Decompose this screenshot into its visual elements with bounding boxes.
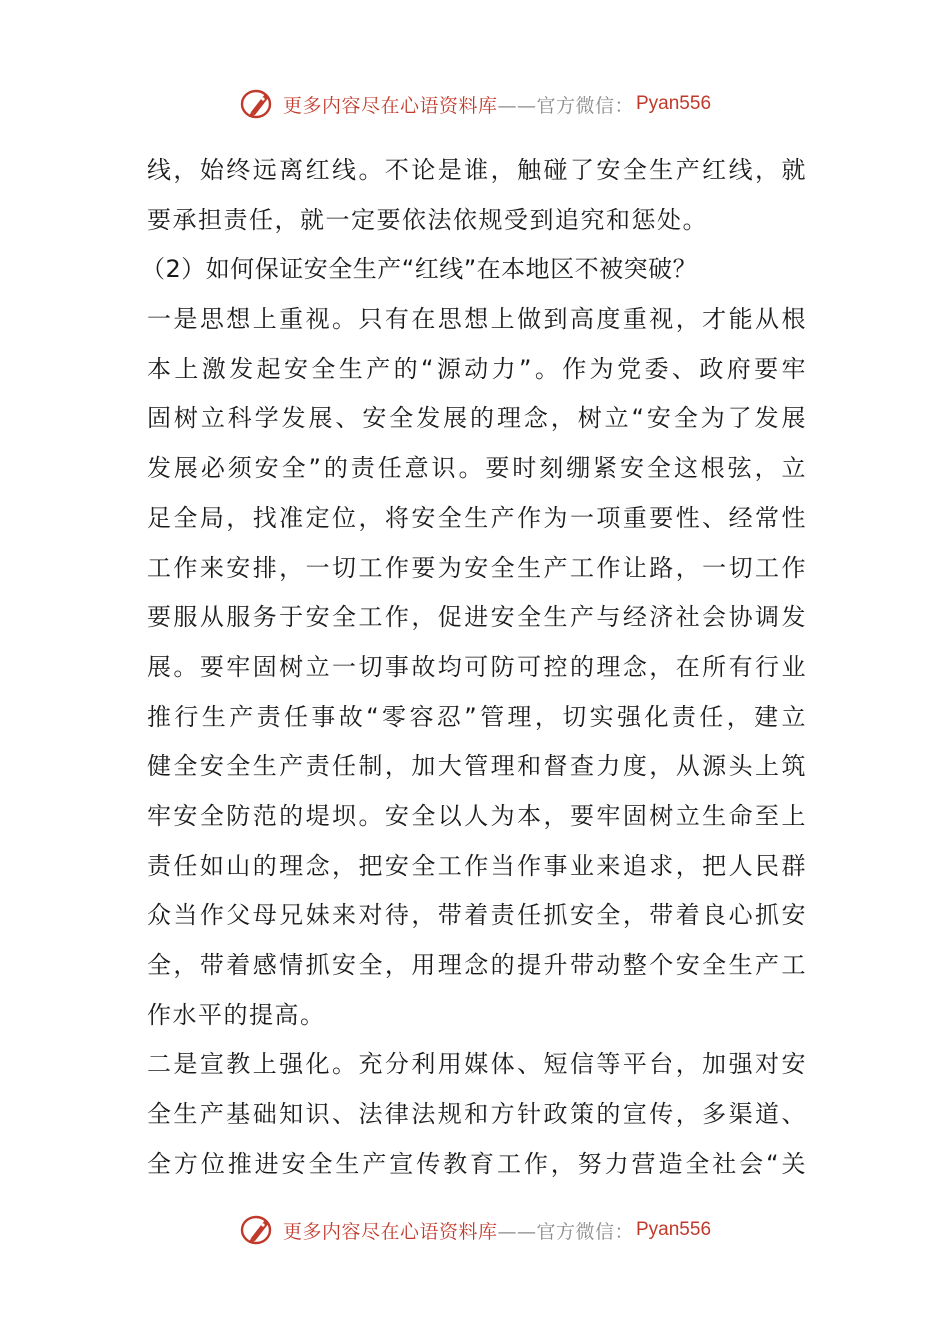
text-line: 全生产基础知识、法律法规和方针政策的宣传，多渠道、 bbox=[147, 1100, 807, 1129]
text-line: 要服从服务于安全工作，促进安全生产与经济社会协调发 bbox=[147, 603, 807, 632]
document-body bbox=[141, 146, 807, 1189]
banner-wechat-id: Pyan556 bbox=[636, 1219, 712, 1240]
text-line: 一是思想上重视。只有在思想上做到高度重视，才能从根 bbox=[147, 305, 807, 334]
text-line: 全，带着感情抓安全，用理念的提升带动整个安全生产工 bbox=[147, 951, 807, 979]
banner-wechat-id: Pyan556 bbox=[636, 93, 712, 114]
banner-text: 更多内容尽在心语资料库 bbox=[282, 94, 498, 117]
banner-text: 更多内容尽在心语资料库 bbox=[282, 1220, 498, 1243]
text-line: 二是宣教上强化。充分利用媒体、短信等平台，加强对安 bbox=[147, 1050, 807, 1079]
footer-banner bbox=[0, 1210, 950, 1250]
pen-nib-logo-icon bbox=[239, 1212, 279, 1248]
text-line: 展。要牢固树立一切事故均可防可控的理念，在所有行业 bbox=[147, 652, 807, 681]
pen-nib-logo-icon bbox=[239, 86, 279, 122]
text-line: 推行生产责任事故“零容忍”管理，切实强化责任，建立 bbox=[147, 702, 807, 731]
text-line: 全方位推进安全生产宣传教育工作，努力营造全社会“关 bbox=[147, 1149, 807, 1178]
banner-wechat-label: ——官方微信： bbox=[497, 94, 634, 117]
section-question: （2）如何保证安全生产“红线”在本地区不被突破？ bbox=[141, 255, 698, 284]
text-line: 线，始终远离红线。不论是谁，触碰了安全生产红线，就 bbox=[147, 156, 807, 184]
text-line: 众当作父母兄妹来对待，带着责任抓安全，带着良心抓安 bbox=[147, 901, 807, 930]
text-line: 发展必须安全”的责任意识。要时刻绷紧安全这根弦，立 bbox=[147, 454, 807, 483]
header-banner bbox=[0, 84, 950, 124]
text-line: 责任如山的理念，把安全工作当作事业来追求，把人民群 bbox=[147, 851, 807, 880]
text-line: 固树立科学发展、安全发展的理念，树立“安全为了发展 bbox=[147, 404, 807, 433]
text-line: 作水平的提高。 bbox=[147, 1000, 326, 1029]
text-line: 本上激发起安全生产的“源动力”。作为党委、政府要牢 bbox=[147, 354, 807, 383]
text-line: 健全安全生产责任制，加大管理和督查力度，从源头上筑 bbox=[147, 752, 807, 781]
text-line: 牢安全防范的堤坝。安全以人为本，要牢固树立生命至上 bbox=[147, 801, 807, 830]
text-line: 足全局，找准定位，将安全生产作为一项重要性、经常性 bbox=[147, 503, 807, 532]
text-line: 工作来安排，一切工作要为安全生产工作让路，一切工作 bbox=[147, 553, 807, 582]
banner-wechat-label: ——官方微信： bbox=[497, 1220, 634, 1243]
text-line: 要承担责任，就一定要依法依规受到追究和惩处。 bbox=[147, 205, 708, 234]
